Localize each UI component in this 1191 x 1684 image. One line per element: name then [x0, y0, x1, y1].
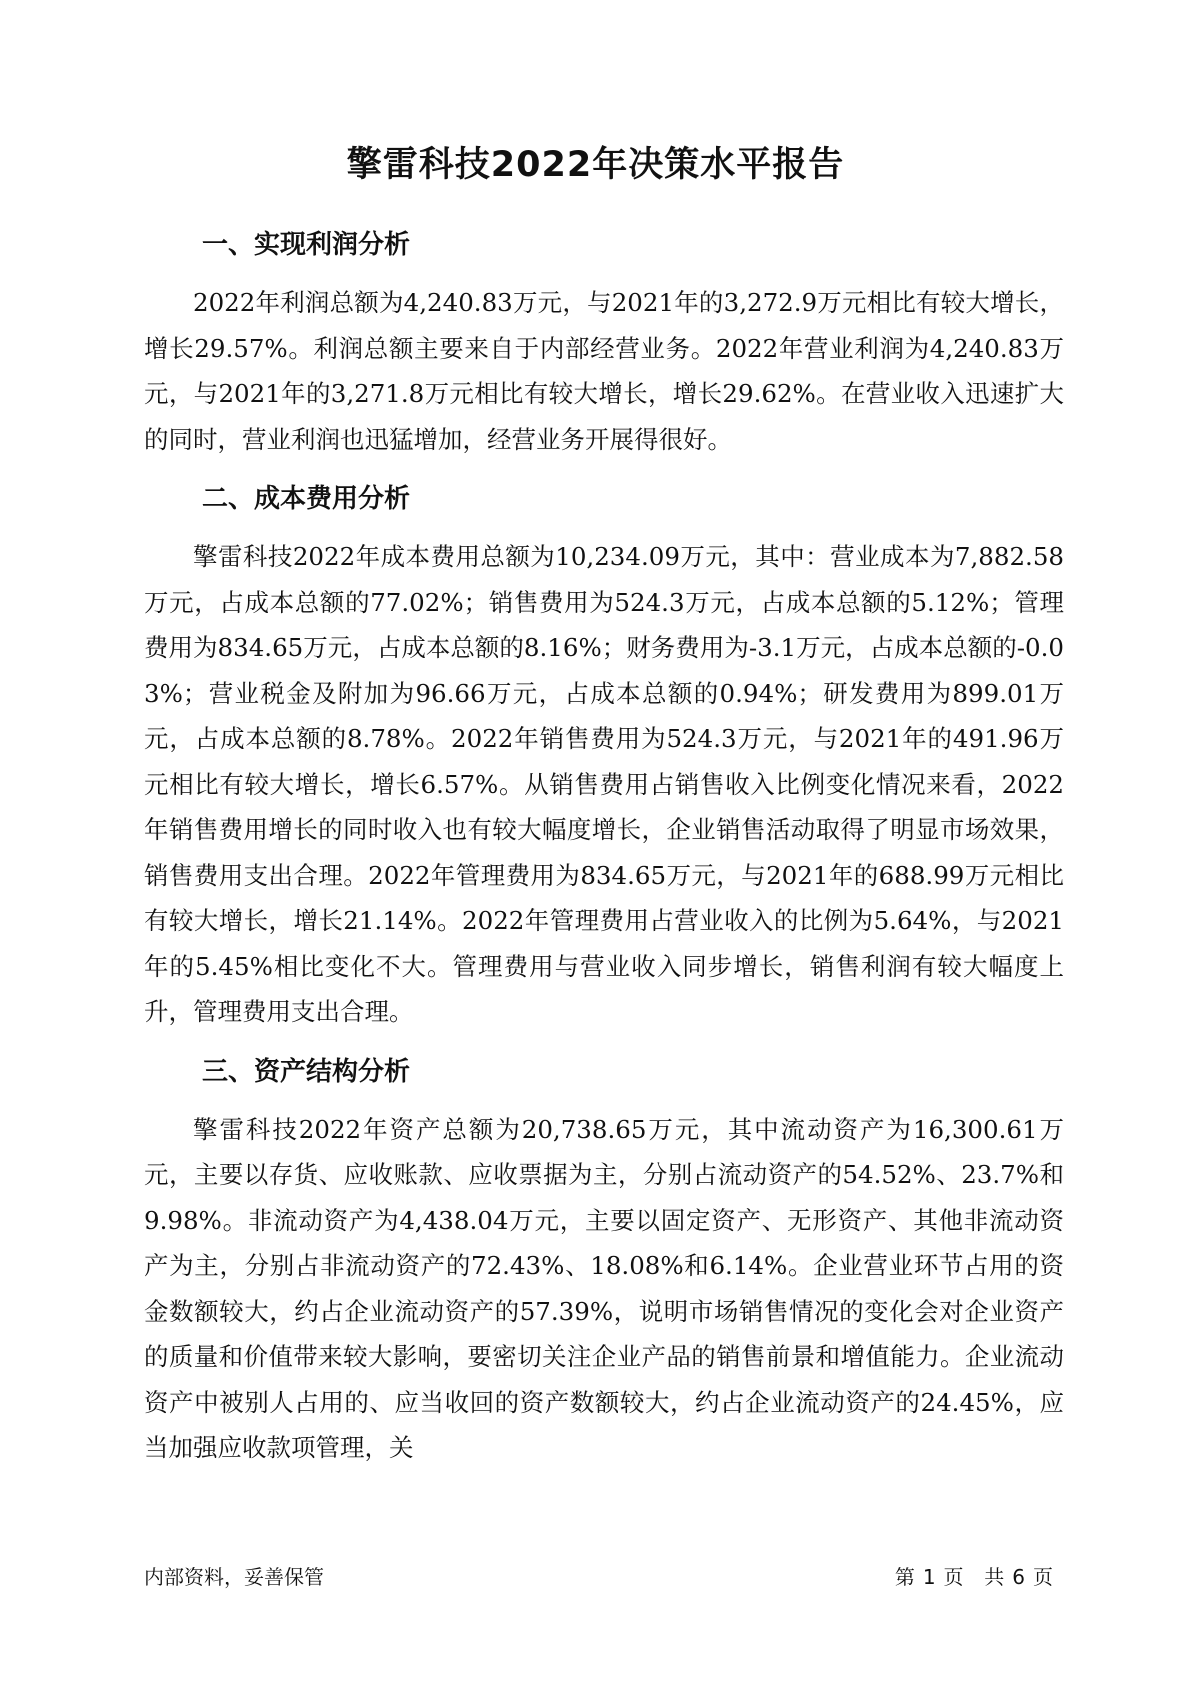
document-title: 擎雷科技2022年决策水平报告 [346, 145, 845, 185]
page-unit: 页 [943, 1565, 964, 1589]
section-asset-structure [144, 1049, 1064, 1471]
section-heading: 一、实现利润分析 [202, 230, 411, 260]
page-number: 1 [922, 1565, 936, 1589]
section-paragraph: 擎雷科技2022年资产总额为20,738.65万元，其中流动资产为16,300.61万元，主要以存货、应收账款、应收票据为主，分别占流动资产的54.52%、23.7%和9.98%。非流动资产为4,438.04万元，主要以固定资产、无形资产、其他非流动资产为主，分别占非流动资产的72.43%、18.08%和6.14%。企业营业环节占用的资金数额较大，约占企业流动资产的57.39%，说明市场销售情况的变化会对企业资产的质量和价值带来较大影响，要密切关注企业产品的销售前景和增值能力。企业流动资产中被别人占用的、应当收回的资产数额较大，约占企业流动资产的24.45%，应当加强应收款项管理，关 [144, 1114, 1064, 1462]
section-profit-analysis [144, 222, 1064, 462]
section-paragraph: 2022年利润总额为4,240.83万元，与2021年的3,272.9万元相比有较大增长，增长29.57%。利润总额主要来自于内部经营业务。2022年营业利润为4,240.83万元，与2021年的3,271.8万元相比有较大增长，增长29.62%。在营业收入迅速扩大的同时，营业利润也迅猛增加，经营业务开展得很好。 [144, 288, 1064, 454]
document-body [144, 222, 1064, 1485]
page-prefix: 第 [894, 1565, 915, 1589]
section-paragraph: 擎雷科技2022年成本费用总额为10,234.09万元，其中：营业成本为7,882.58万元，占成本总额的77.02%；销售费用为524.3万元，占成本总额的5.12%；管理费用为834.65万元，占成本总额的8.16%；财务费用为-3.1万元，占成本总额的-0.03%；营业税金及附加为96.66万元，占成本总额的0.94%；研发费用为899.01万元，占成本总额的8.78%。2022年销售费用为524.3万元，与2021年的491.96万元相比有较大增长，增长6.57%。从销售费用占销售收入比例变化情况来看，2022年销售费用增长的同时收入也有较大幅度增长，企业销售活动取得了明显市场效果，销售费用支出合理。2022年管理费用为834.65万元，与2021年的688.99万元相比有较大增长，增长21.14%。2022年管理费用占营业收入的比例为5.64%，与2021年的5.45%相比变化不大。管理费用与营业收入同步增长，销售利润有较大幅度上升，管理费用支出合理。 [144, 542, 1064, 1026]
section-heading: 二、成本费用分析 [202, 484, 411, 514]
footer-page-indicator [891, 1563, 1057, 1591]
section-cost-analysis [144, 476, 1064, 1035]
section-heading: 三、资产结构分析 [202, 1056, 411, 1087]
total-prefix: 共 [984, 1565, 1005, 1589]
footer-confidential-note: 内部资料，妥善保管 [144, 1565, 324, 1589]
total-pages: 6 [1012, 1565, 1025, 1589]
total-unit: 页 [1033, 1565, 1053, 1589]
